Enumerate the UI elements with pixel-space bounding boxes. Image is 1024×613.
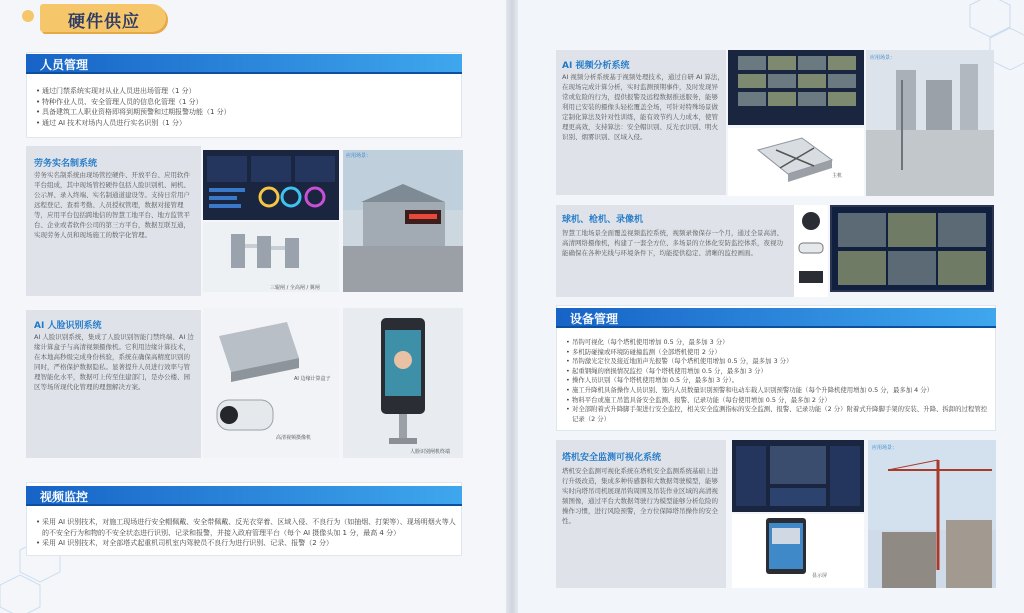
face-terminal-caption: 人脸识别闸机终端 — [410, 449, 451, 455]
face-terminal-image — [343, 308, 463, 458]
ai-video-title: AI 视频分析系统 — [562, 61, 630, 71]
crane-title: 塔机安全监测可视化系统 — [562, 453, 662, 463]
labor-scene-label: 应用场景： — [346, 153, 372, 159]
ai-video-scene-photo — [866, 50, 994, 196]
video-list — [36, 517, 456, 549]
personnel-list — [36, 86, 456, 128]
list-item: • 物料平台或施工吊篮具备安全监测、报警、记录功能（每台使用增加 0.5 分，最多加 2 分） — [566, 396, 992, 406]
crane-text: 塔机安全监测可视化系统在塔机安全监测系统基础上进行升级改造，集成多种传感器和大数据驾驶模型，能够实时向塔吊司机展现吊钩周围及吊装作业区域的高清视频图像，通过平台大数据驾驶行为模型能够分析危险的操作习惯，进行风险预警，全方位保障塔吊操作的安全性。 — [562, 467, 718, 525]
list-item: • 吊钩可视化（每个塔机使用增加 0.5 分，最多加 3 分） — [566, 338, 992, 348]
camera-monitor-screen — [830, 205, 994, 292]
face-devices-image — [203, 308, 339, 458]
video-tile — [938, 251, 986, 285]
display-caption: 显示屏 — [812, 573, 828, 579]
video-tile — [938, 213, 986, 247]
list-item: • 采用 AI 识别技术，对全部塔式起重机司机室内驾驶员不良行为进行识别、记录、报警（2 分） — [36, 538, 456, 549]
crane-dashboard-image — [732, 440, 864, 512]
face-title: AI 人脸识别系统 — [34, 321, 102, 331]
video-tile — [838, 251, 886, 285]
video-tile — [838, 213, 886, 247]
turnstile-caption: 三辊闸 / 全高闸 / 翼闸 — [270, 285, 320, 291]
list-item: • 通过门禁系统实现对从业人员进出场管理（1 分） — [36, 86, 456, 97]
labor-dashboard-image — [203, 150, 339, 220]
ai-host-image — [728, 128, 864, 196]
title-dot-icon — [22, 10, 34, 22]
list-item: • 多机防碰撞或环境防碰撞监测（全部塔机使用 2 分） — [566, 348, 992, 358]
camera-title: 球机、枪机、录像机 — [562, 215, 644, 225]
personnel-title: 人员管理 — [40, 58, 89, 72]
video-title: 视频监控 — [40, 490, 89, 504]
camera-caption: 高清视频摄像机 — [276, 435, 312, 441]
camera-text: 智慧工地场景全面覆盖视频监控系统，视频录像保存一个月，通过全景高清、高清网络摄像机，构建了一套全方位、多场景的立体化安防监控体系，夜视功能确保在各种光线与环境条件下，均能提供稳定、清晰的监控画面。 — [562, 229, 783, 257]
host-caption: 主机 — [832, 173, 843, 179]
list-item: • 起重钢绳的磨损情况监控（每个塔机使用增加 0.5 分，最多加 3 分） — [566, 367, 992, 377]
face-text: AI 人脸识别系统，集成了人脸识别智能门禁终端、AI 边缘计算盒子与高清视频摄像机。它利用边缘计算技术，在本地高秒级完成身份核验，系统在确保高精度识别的同时，严格保护数据隐私。显著提升人员进行效率与管理智能化水平，数据可上传至住建部门，是办公楼、园区等场所现代化管理的理想解决方案。 — [34, 333, 194, 391]
video-band — [26, 486, 462, 506]
equipment-title: 设备管理 — [570, 312, 619, 326]
video-tile — [888, 251, 936, 285]
ai-video-wall-image — [728, 50, 864, 125]
ai-video-scene-label: 应用场景： — [870, 55, 896, 61]
labor-scene-photo — [343, 150, 463, 292]
list-item: • 施工升降机具备操作人员识别、笼内人员数量识别预警和电动车载人识别预警功能（每个升降机使用增加 0.5 分，最多加 4 分） — [566, 386, 992, 396]
crane-scene-photo — [868, 440, 996, 588]
list-item: • 操作人员识别（每个塔机使用增加 0.5 分，最多加 3 分）。 — [566, 376, 992, 386]
equipment-band — [556, 308, 996, 328]
equipment-list — [566, 338, 992, 424]
list-item: • 具备建筑工人职业资格即将到期预警和过期报警功能（1 分） — [36, 107, 456, 118]
page-title-tag — [40, 4, 166, 32]
list-item: • 对全部附着式升降脚手架进行安全监控，相关安全监测指标的安全监测、报警、记录功能（2 分）附着式升降脚手架的安装、升降、拆卸的过程管控记录（2 分） — [566, 405, 992, 424]
crane-scene-label: 应用场景： — [872, 445, 898, 451]
edge-box-caption: AI 边缘计算盒子 — [294, 376, 331, 382]
personnel-band — [26, 54, 462, 74]
labor-title: 劳务实名制系统 — [34, 159, 98, 169]
book-spine — [506, 0, 518, 613]
turnstile-image — [203, 222, 339, 292]
page-title: 硬件供应 — [68, 12, 140, 32]
crane-display-image — [732, 514, 864, 588]
camera-products-image — [794, 205, 828, 297]
list-item: • 通过 AI 技术对场内人员进行实名识别（1 分） — [36, 118, 456, 129]
list-item: • 采用 AI 识别技术，对施工现场进行安全帽佩戴、安全带佩戴、反光衣穿着、区域入侵、不良行为（如抽烟、打架等）、现场明烟火等人的不安全行为和物的不安全状态进行识别、记录和报警，并接入政府管理平台（每个 AI 摄像头加 1 分，最高 4 分） — [36, 517, 456, 538]
labor-text: 劳务实名制系统由现场管控硬件、开放平台、应用软件平台组成，其中现场管控硬件包括人脸识别机、闸机、公示屏、录入终端、实名制通道建设等。支持日常用户远程登记、查看考勤、人员授权管理，数据对接管理等，应用平台包括跨地信的智慧工地平台、地方监管平台、企业或者软件公司的第三方平台，数据互联互通，实现劳务人员和现场施工的数字化管理。 — [34, 171, 190, 239]
ai-video-text: AI 视频分析系统基于视频处理技术，通过自研 AI 算法，在现场完成计算分析，实时监测预期事件，及时发现异常或危险的行为，提供报警及远程数据推送服务，能够利用已安装的摄像头轻松覆盖全场，可针对特殊场景做定制化算法及针对性训练，能有效节约人力成本，使管理更高效，支持算法：安全帽识别、反光衣识别、明火识别、烟雾识别、区域入侵。 — [562, 73, 724, 141]
video-tile — [888, 213, 936, 247]
list-item: • 吊钩激光定位及接近地面声光报警（每个塔机使用增加 0.5 分，最多加 3 分） — [566, 357, 992, 367]
list-item: • 特种作业人员、安全管理人员的信息化管理（1 分） — [36, 97, 456, 108]
